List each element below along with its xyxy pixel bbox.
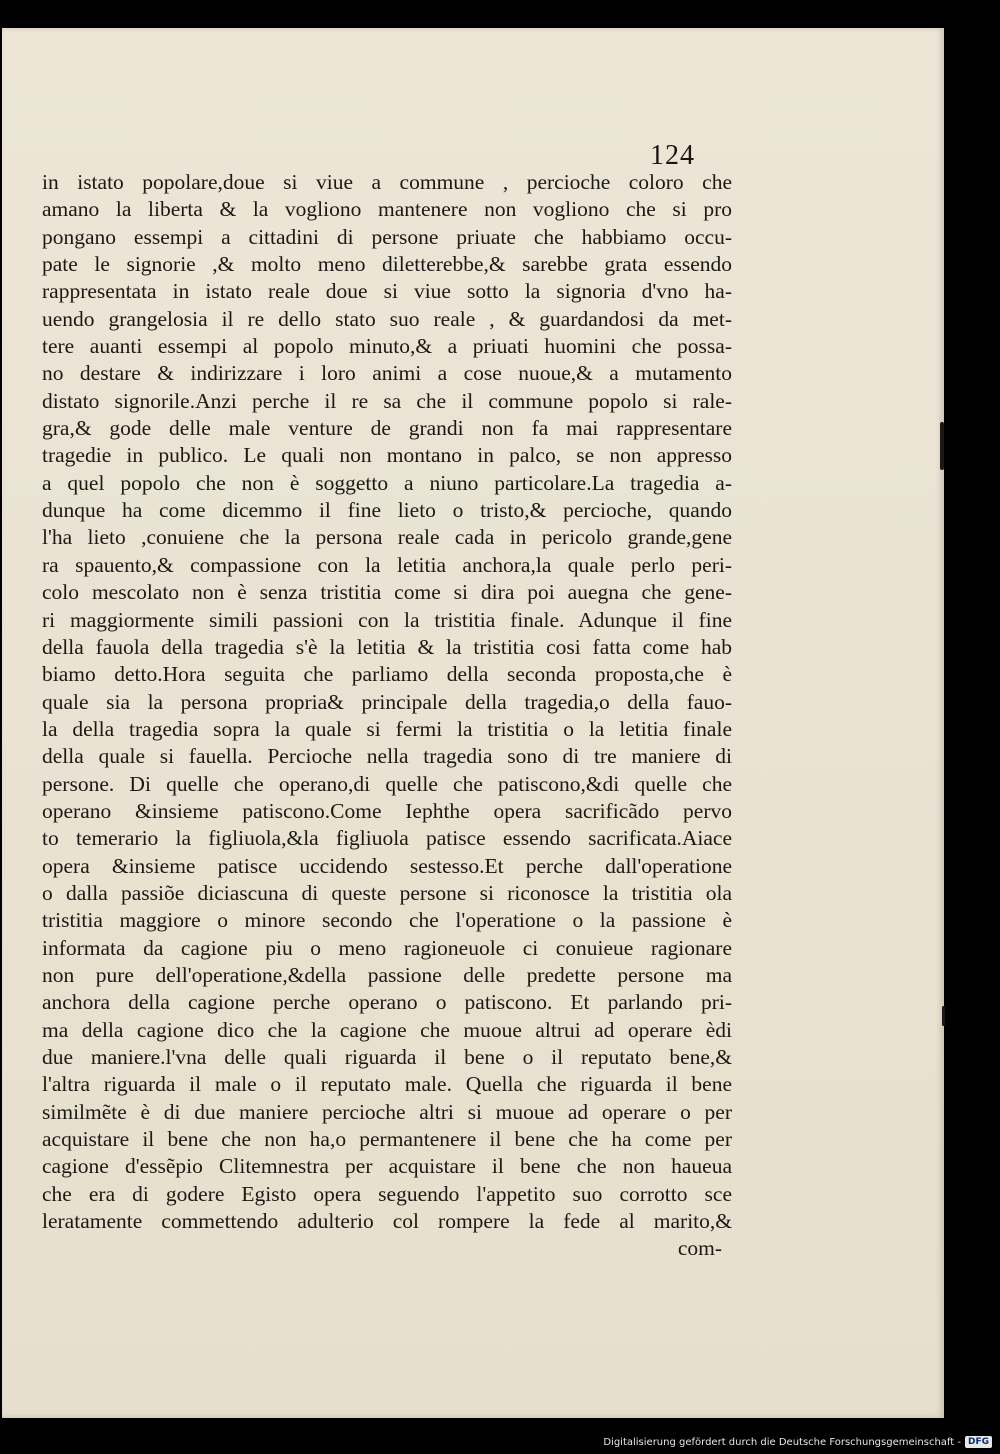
text-line: gra,& gode delle male venture de grandi non fa mai rappresentare (42, 416, 732, 441)
text-line: no destare & indirizzare i loro animi a cose nuoue,& a mutamento (42, 361, 732, 386)
text-line: l'ha lieto ,conuiene che la persona reale cada in pericolo grande,gene (42, 525, 732, 550)
text-line: com- (677, 1236, 722, 1261)
text-line: cagione d'essẽpio Clitemnestra per acquistare il bene che non haueua (42, 1154, 732, 1179)
text-line: in istato popolare,doue si viue a commune , percioche coloro che (42, 170, 732, 194)
dfg-logo: DFG (965, 1436, 992, 1448)
text-line: l'altra riguarda il male o il reputato male. Quella che riguarda il bene (42, 1072, 732, 1097)
text-line: tere auanti essempi al popolo minuto,& a priuati huomini che possa- (42, 334, 732, 359)
text-line: pongano essempi a cittadini di persone priuate che habbiamo occu- (42, 224, 732, 249)
text-line: to temerario la figliuola,&la figliuola patisce essendo sacrificata.Aiace (42, 826, 732, 851)
text-line: pate le signorie ,& molto meno diletterebbe,& sarebbe grata essendo (42, 252, 732, 277)
text-line: la della tragedia sopra la quale si fermi la tristitia o la letitia finale (42, 716, 732, 741)
page-edge-mark (942, 1006, 945, 1026)
text-line: che era di godere Egisto opera seguendo l'appetito suo corrotto sce (42, 1181, 732, 1206)
text-line: tragedie in publico. Le quali non montano in palco, se non appresso (42, 443, 732, 468)
text-line: a quel popolo che non è soggetto a niuno particolare.La tragedia a- (42, 470, 732, 495)
footer-credit-text: Digitalisierung gefördert durch die Deutsche Forschungsgemeinschaft - (603, 1436, 961, 1448)
text-line: colo mescolato non è senza tristitia come si dira poi auegna che gene- (42, 580, 732, 605)
footer-credit (603, 1436, 992, 1448)
book-page (2, 28, 944, 1418)
text-line: opera &insieme patisce uccidendo sestesso.Et perche dall'operatione (42, 853, 732, 878)
text-line: acquistare il bene che non ha,o permantenere il bene che ha come per (42, 1127, 732, 1152)
text-line: informata da cagione piu o meno ragioneuole ci conuieue ragionare (42, 935, 732, 960)
text-line: o dalla passiõe diciascuna di queste persone si riconosce la tristitia ola (42, 880, 732, 905)
text-line: rappresentata in istato reale doue si viue sotto la signoria d'vno ha- (42, 279, 732, 304)
text-line: uendo grangelosia il re dello stato suo reale , & guardandosi da met- (42, 306, 732, 331)
text-line: quale sia la persona propria& principale della tragedia,o della fauo- (42, 689, 732, 714)
page-number: 124 (650, 140, 695, 171)
page-edge-mark (940, 422, 944, 470)
text-line: della fauola della tragedia s'è la letitia & la tristitia cosi fatta come hab (42, 634, 732, 659)
text-line: persone. Di quelle che operano,di quelle che patiscono,&di quelle che (42, 771, 732, 796)
text-line: leratamente commettendo adulterio col rompere la fede al marito,& (42, 1209, 732, 1234)
text-line: dunque ha come dicemmo il fine lieto o tristo,& percioche, quando (42, 498, 732, 523)
text-line: amano la liberta & la vogliono mantenere non vogliono che si pro (42, 197, 732, 222)
text-line: ra spauento,& compassione con la letitia anchora,la quale perlo peri- (42, 552, 732, 577)
text-line: biamo detto.Hora seguita che parliamo della seconda proposta,che è (42, 662, 732, 687)
text-line: della quale si fauella. Percioche nella tragedia sono di tre maniere di (42, 744, 732, 769)
text-line: operano &insieme patiscono.Come Iephthe opera sacrificãdo pervo (42, 798, 732, 823)
text-line: distato signorile.Anzi perche il re sa che il commune popolo si rale- (42, 388, 732, 413)
text-line: ma della cagione dico che la cagione che muoue altrui ad operare èdi (42, 1017, 732, 1042)
text-line: similmẽte è di due maniere percioche altri si muoue ad operare o per (42, 1099, 732, 1124)
page-text (42, 169, 732, 1263)
text-line: due maniere.l'vna delle quali riguarda il bene o il reputato bene,& (42, 1045, 732, 1069)
text-line: ri maggiormente simili passioni con la tristitia finale. Adunque il fine (42, 607, 732, 632)
text-line: anchora della cagione perche operano o patiscono. Et parlando pri- (42, 990, 732, 1015)
text-line: non pure dell'operatione,&della passione delle predette persone ma (42, 962, 732, 987)
text-line: tristitia maggiore o minore secondo che l'operatione o la passione è (42, 908, 732, 933)
